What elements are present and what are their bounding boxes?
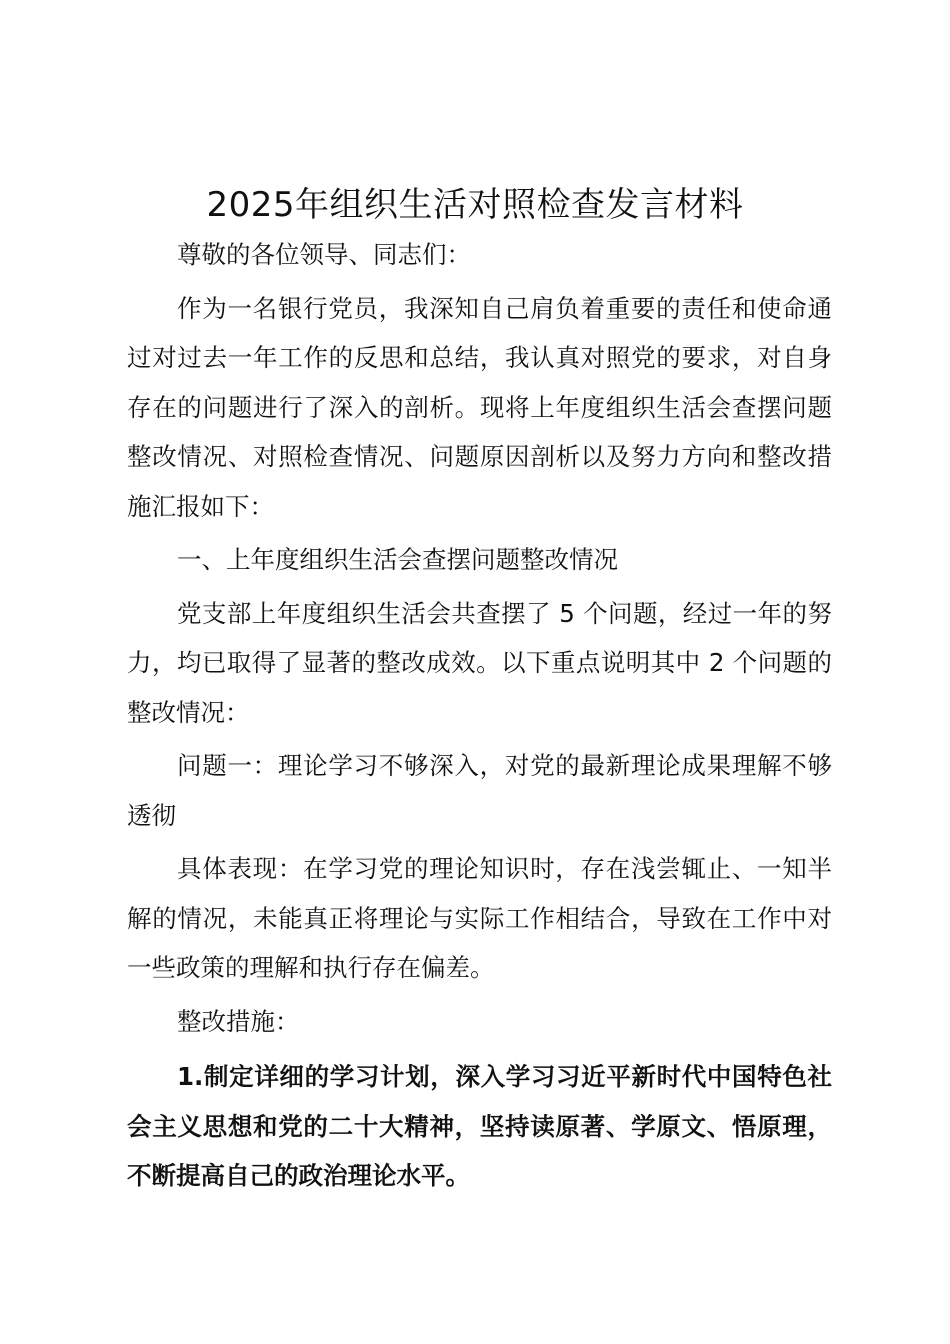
- intro-paragraph: 作为一名银行党员，我深知自己肩负着重要的责任和使命通过对过去一年工作的反思和总结，我认真对照党的要求，对自身存在的问题进行了深入的剖析。现将上年度组织生活会查摆问题整改情况、对照检查情况、问题原因剖析以及努力方向和整改措施汇报如下：: [127, 293, 832, 521]
- measure-1-paragraph: 1.制定详细的学习计划，深入学习习近平新时代中国特色社会主义思想和党的二十大精神，坚持读原著、学原文、悟原理，不断提高自己的政治理论水平。: [127, 1062, 832, 1190]
- salutation-paragraph: 尊敬的各位领导、同志们：: [177, 240, 471, 269]
- document-body: [127, 230, 832, 1201]
- section-heading-1: 一、上年度组织生活会查摆问题整改情况: [177, 545, 618, 574]
- summary-paragraph: 党支部上年度组织生活会共查摆了 5 个问题，经过一年的努力，均已取得了显著的整改成效。以下重点说明其中 2 个问题的整改情况：: [127, 598, 832, 727]
- measures-label: 整改措施：: [177, 1006, 300, 1036]
- issue-1-heading: 问题一：理论学习不够深入，对党的最新理论成果理解不够透彻: [127, 751, 832, 830]
- issue-1-details: 具体表现：在学习党的理论知识时，存在浅尝辄止、一知半解的情况，未能真正将理论与实际工作相结合，导致在工作中对一些政策的理解和执行存在偏差。: [127, 854, 832, 982]
- document-title: 2025年组织生活对照检查发言材料: [206, 185, 744, 225]
